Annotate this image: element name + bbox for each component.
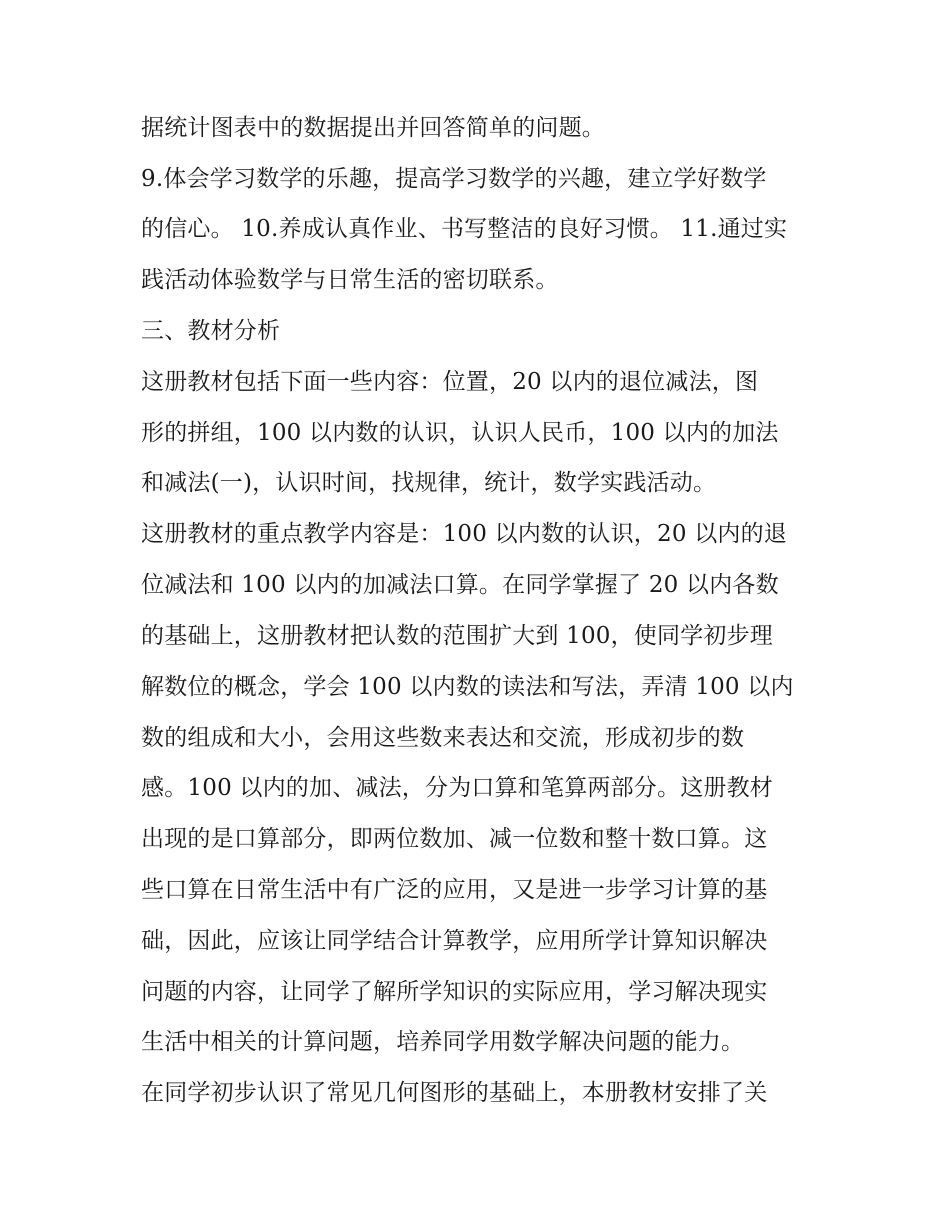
- text-line: 些口算在日常生活中有广泛的应用，又是进一步学习计算的基: [141, 877, 768, 903]
- text-line: 9.体会学习数学的乐趣，提高学习数学的兴趣，建立学好数学: [141, 166, 767, 192]
- text-line: 出现的是口算部分，即两位数加、减一位数和整十数口算。这: [141, 826, 768, 852]
- text-line: 感。100 以内的加、减法，分为口算和笔算两部分。这册教材: [141, 775, 774, 801]
- section-heading: 三、教材分析: [141, 318, 281, 344]
- text-line: 形的拼组，100 以内数的认识，认识人民币，100 以内的加法: [141, 420, 779, 446]
- text-line: 问题的内容，让同学了解所学知识的实际应用，学习解决现实: [141, 979, 768, 1005]
- text-line: 础，因此，应该让同学结合计算教学，应用所学计算知识解决: [141, 928, 768, 954]
- text-line: 这册教材包括下面一些内容：位置，20 以内的退位减法，图: [141, 369, 759, 395]
- text-line: 在同学初步认识了常见几何图形的基础上，本册教材安排了关: [141, 1080, 768, 1106]
- text-line: 和减法(一)，认识时间，找规律，统计，数学实践活动。: [141, 470, 717, 496]
- text-line: 生活中相关的计算问题，培养同学用数学解决问题的能力。: [141, 1029, 745, 1055]
- text-line: 践活动体验数学与日常生活的密切联系。: [141, 267, 559, 293]
- text-line: 据统计图表中的数据提出并回答简单的问题。: [141, 115, 605, 141]
- text-line: 解数位的概念，学会 100 以内数的读法和写法，弄清 100 以内: [141, 674, 794, 700]
- text-line: 的信心。 10.养成认真作业、书写整洁的良好习惯。 11.通过实: [141, 216, 788, 242]
- text-line: 数的组成和大小，会用这些数来表达和交流，形成初步的数: [141, 725, 745, 751]
- text-line: 的基础上，这册教材把认数的范围扩大到 100，使同学初步理: [141, 623, 774, 649]
- text-line: 这册教材的重点教学内容是：100 以内数的认识，20 以内的退: [141, 521, 787, 547]
- text-line: 位减法和 100 以内的加减法口算。在同学掌握了 20 以内各数: [141, 572, 779, 598]
